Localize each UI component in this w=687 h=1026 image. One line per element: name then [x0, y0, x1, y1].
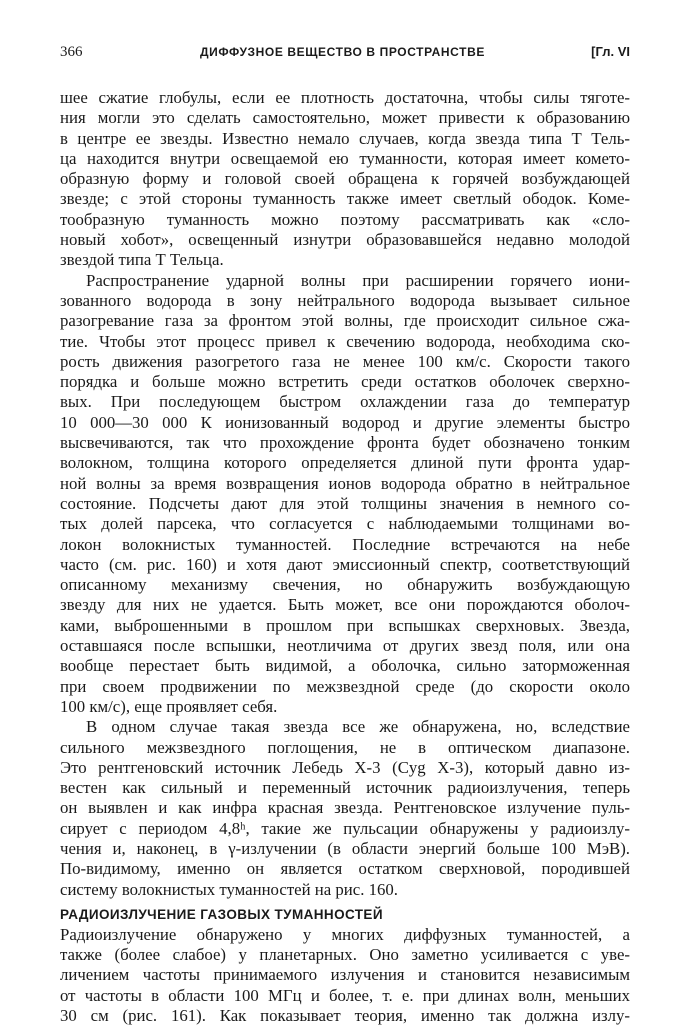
- text-line: образную форму и головой своей обращена к горячей возбуждающей: [60, 169, 630, 189]
- text-line: Распространение ударной волны при расширении горячего иони-: [86, 270, 630, 290]
- text-line: оставшаяся после вспышки, неотличима от других звезд поля, или она: [60, 636, 630, 656]
- text-line: волокном, толщина которого определяется длиной пути фронта удар-: [60, 453, 630, 473]
- text-line: 10 000—30 000 К ионизованный водород и другие элементы быстро: [60, 412, 630, 432]
- text-line: высвечиваются, так что прохождение фронта будет обозначено тонким: [60, 433, 630, 453]
- text-line: чения и, наконец, в γ-излучении (в области энергий больше 100 МэВ).: [60, 838, 630, 858]
- text-line: порядка и больше можно встретить среди остатков оболочек сверхно-: [60, 372, 630, 392]
- text-line: шее сжатие глобулы, если ее плотность достаточна, чтобы силы тяготе-: [60, 88, 630, 107]
- page-number: 366: [60, 44, 83, 60]
- text-line: ния могли это сделать самостоятельно, может привести к образованию: [60, 108, 630, 128]
- text-line: тых долей парсека, что согласуется с наблюдаемыми толщинами во-: [60, 514, 630, 534]
- text-line: он выявлен и как инфра красная звезда. Рентгеновское излучение пуль-: [60, 798, 630, 818]
- text-line: новый хобот», освещенный изнутри образовавшейся недавно молодой: [60, 230, 630, 250]
- text-line: Радиоизлучение обнаружено у многих диффузных туманностей, а: [60, 924, 630, 944]
- text-line: ца находится внутри освещаемой ею туманности, которая имеет комето-: [60, 148, 630, 168]
- page-header: [60, 44, 630, 66]
- text-line: сильного межзвездного поглощения, не в оптическом диапазоне.: [60, 737, 630, 757]
- running-title: ДИФФУЗНОЕ ВЕЩЕСТВО В ПРОСТРАНСТВЕ: [200, 45, 485, 59]
- text-line: зованного водорода в зону нейтрального водорода вызывает сильное: [60, 290, 630, 310]
- text-line: вестен как сильный и переменный источник радиоизлучения, теперь: [60, 778, 630, 798]
- text-line: звезду для них не удается. Быть может, все они порождаются оболоч-: [60, 595, 630, 615]
- text-line: звезде; с этой стороны туманность также имеет светлый ободок. Коме-: [60, 189, 630, 209]
- text-line: описанному механизму свечения, но обнаружить возбуждающую: [60, 575, 630, 595]
- text-line: ной волны за время возвращения ионов водорода обратно в нейтральное: [60, 473, 630, 493]
- text-line: систему волокнистых туманностей на рис. 160.: [60, 879, 398, 899]
- body-text: [60, 88, 630, 1026]
- text-line: личением частоты принимаемого излучения и становится независимым: [60, 965, 630, 985]
- text-line: локон волокнистых туманностей. Последние встречаются на небе: [60, 534, 630, 554]
- text-line: По-видимому, именно он является остатком сверхновой, породившей: [60, 859, 630, 879]
- paragraph: [60, 925, 630, 1026]
- text-line: в центре ее звезды. Известно немало случаев, когда звезда типа Т Тель-: [60, 128, 630, 148]
- text-line: тие. Чтобы этот процесс привел к свечению водорода, необходима ско-: [60, 331, 630, 351]
- text-line: тообразную туманность можно поэтому рассматривать как «сло-: [60, 209, 630, 229]
- text-line: при своем продвижении по межзвездной среде (до скорости около: [60, 676, 630, 696]
- text-line: 30 см (рис. 161). Как показывает теория, именно так должна излу-: [60, 1006, 630, 1026]
- text-line: разогревание газа за фронтом этой волны, где происходит сильное сжа-: [60, 311, 630, 331]
- paragraph: [60, 271, 630, 718]
- text-line: от частоты в области 100 МГц и более, т. е. при длинах волн, меньших: [60, 985, 630, 1005]
- text-line: вых. При последующем быстром охлаждении газа до температур: [60, 392, 630, 412]
- text-line: часто (см. рис. 160) и хотя дают эмиссионный спектр, соответствующий: [60, 554, 630, 574]
- text-line: ками, выброшенными в прошлом при вспышках сверхновых. Звезда,: [60, 615, 630, 635]
- paragraph: [60, 717, 630, 900]
- text-line: вообще перестает быть видимой, а оболочка, сильно заторможенная: [60, 656, 630, 676]
- paragraph: [60, 88, 630, 271]
- text-line: состояние. Подсчеты дают для этой толщины значения в немного со-: [60, 493, 630, 513]
- text-line: также (более слабое) у планетарных. Оно заметно усиливается с уве-: [60, 945, 630, 965]
- text-line: В одном случае такая звезда все же обнаружена, но, вследствие: [86, 717, 630, 737]
- text-line: Это рентгеновский источник Лебедь Х-3 (Cyg X-3), который давно из-: [60, 757, 630, 777]
- text-line: рость движения разогретого газа не менее 100 км/с. Скорости такого: [60, 351, 630, 371]
- text-line: сирует с периодом 4,8ʰ, такие же пульсации обнаружены у радиоизлу-: [60, 818, 630, 838]
- text-line: звездой типа Т Тельца.: [60, 250, 224, 270]
- chapter-label: [Гл. VI: [591, 44, 630, 59]
- section-heading: РАДИОИЗЛУЧЕНИЕ ГАЗОВЫХ ТУМАННОСТЕЙ: [60, 906, 383, 922]
- text-line: 100 км/с), еще проявляет себя.: [60, 696, 278, 716]
